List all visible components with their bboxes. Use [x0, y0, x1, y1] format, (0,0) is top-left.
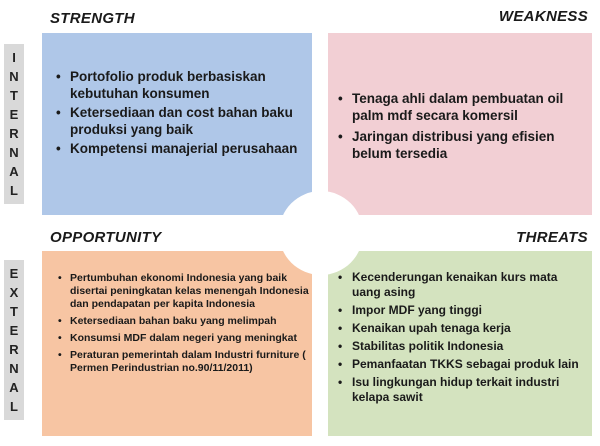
strength-item: • Ketersediaan dan cost bahan baku produksi yang baik [70, 104, 306, 138]
internal-letter: T [10, 88, 18, 103]
external-letter: E [9, 323, 19, 338]
opportunity-heading: OPPORTUNITY [50, 229, 162, 246]
external-letter: N [9, 361, 19, 376]
center-circle [279, 191, 363, 275]
internal-letter: L [10, 183, 18, 198]
external-side-label [4, 260, 24, 420]
threats-item: • Kenaikan upah tenaga kerja [352, 321, 588, 336]
external-letter: R [9, 342, 19, 357]
internal-letter: R [9, 126, 19, 141]
threats-item: • Isu lingkungan hidup terkait industri kelapa sawit [352, 375, 588, 405]
weakness-heading: WEAKNESS [498, 8, 588, 25]
external-letter: T [10, 304, 18, 319]
internal-side-label [4, 44, 24, 204]
weakness-item: • Jaringan distribusi yang efisien belum tersedia [352, 128, 588, 162]
strength-item: • Kompetensi manajerial perusahaan [70, 140, 306, 157]
internal-letter: E [9, 107, 19, 122]
internal-letter: I [12, 50, 16, 65]
strength-item: • Portofolio produk berbasiskan kebutuhan konsumen [70, 68, 306, 102]
threats-heading: THREATS [516, 229, 588, 246]
external-letter: A [9, 380, 19, 395]
threats-item: • Stabilitas politik Indonesia [352, 339, 588, 354]
threats-item: • Impor MDF yang tinggi [352, 303, 588, 318]
strength-list [70, 68, 306, 159]
external-letter: E [9, 266, 19, 281]
external-letter: L [10, 399, 18, 414]
opportunity-item: • Peraturan pemerintah dalam Industri furniture ( Permen Perindustrian no.90/11/2011) [70, 349, 310, 375]
opportunity-list [70, 272, 310, 379]
weakness-list [352, 90, 588, 166]
internal-letter: N [9, 69, 19, 84]
strength-heading: STRENGTH [50, 10, 135, 27]
internal-letter: N [9, 145, 19, 160]
weakness-item: • Tenaga ahli dalam pembuatan oil palm mdf secara komersil [352, 90, 588, 124]
threats-item: • Kecenderungan kenaikan kurs mata uang asing [352, 270, 588, 300]
external-letter: X [9, 285, 19, 300]
opportunity-item: • Pertumbuhan ekonomi Indonesia yang baik disertai peningkatan kelas menengah Indonesia dan pendapatan per kapita Indonesia [70, 272, 310, 311]
opportunity-item: • Ketersediaan bahan baku yang melimpah [70, 315, 310, 328]
internal-letter: A [9, 164, 19, 179]
threats-list [352, 270, 588, 408]
opportunity-item: • Konsumsi MDF dalam negeri yang meningkat [70, 332, 310, 345]
threats-item: • Pemanfaatan TKKS sebagai produk lain [352, 357, 588, 372]
